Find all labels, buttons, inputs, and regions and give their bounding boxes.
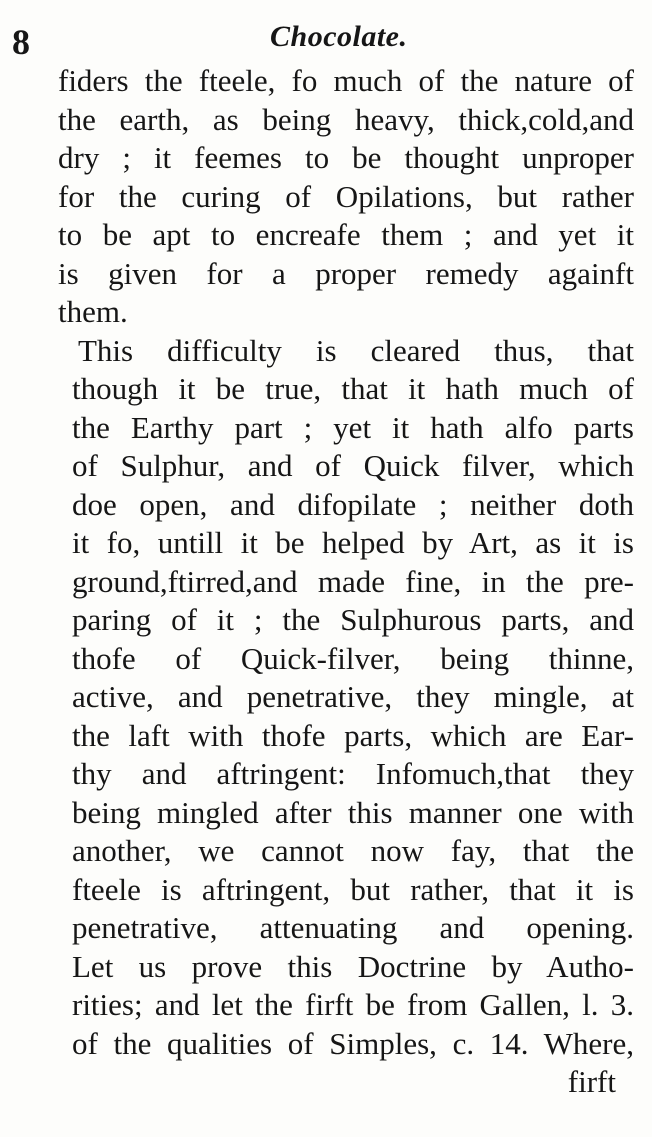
text-line: them. (58, 294, 128, 329)
text-line: doe open, and difopilate ; neither doth (72, 486, 634, 522)
text-line: of the qualities of Simples, c. 14. Where, (72, 1025, 634, 1061)
text-line: another, we cannot now fay, that the (72, 833, 634, 868)
text-line: dry ; it feemes to be thought unproper (58, 140, 634, 175)
text-line: the Earthy part ; yet it hath alfo parts (72, 409, 634, 445)
page-number: 8 (12, 22, 30, 62)
text-line: paring of it ; the Sulphurous parts, and (72, 602, 634, 637)
text-line: thy and aftringent: Infomuch,that they (72, 756, 634, 791)
text-line: rities; and let the firft be from Gallen, l. 3. (72, 987, 634, 1022)
text-line: the laft with thofe parts, which are Ear- (72, 717, 634, 753)
text-line: the earth, as being heavy, thick,cold,and (58, 101, 634, 137)
text-line: ground,ftirred,and made fine, in the pre- (72, 563, 634, 599)
text-line: to be apt to encreafe them ; and yet it (58, 217, 634, 252)
text-line: of Sulphur, and of Quick filver, which (72, 448, 634, 483)
text-line: it fo, untill it be helped by Art, as it is (72, 525, 634, 560)
text-line: for the curing of Opilations, but rather (58, 178, 634, 214)
catchword: firft (567, 1064, 616, 1099)
text-line: fteele is aftringent, but rather, that it is (72, 871, 634, 907)
text-line: fiders the fteele, fo much of the nature of (58, 63, 634, 98)
running-title: Chocolate. (270, 20, 408, 53)
text-line: Let us prove this Doctrine by Autho- (72, 948, 634, 984)
text-line: This difficulty is cleared thus, that (78, 332, 634, 368)
text-line: active, and penetrative, they mingle, at (72, 679, 634, 714)
paragraph-2 (58, 332, 634, 1064)
text-line: penetrative, attenuating and opening. (72, 910, 634, 945)
text-line: thofe of Quick-filver, being thinne, (72, 640, 634, 676)
body-text (58, 62, 634, 1102)
text-line: being mingled after this manner one with (72, 794, 634, 830)
text-line: is given for a proper remedy againft (58, 255, 634, 291)
paragraph-1 (58, 62, 634, 332)
text-line: though it be true, that it hath much of (72, 371, 634, 406)
